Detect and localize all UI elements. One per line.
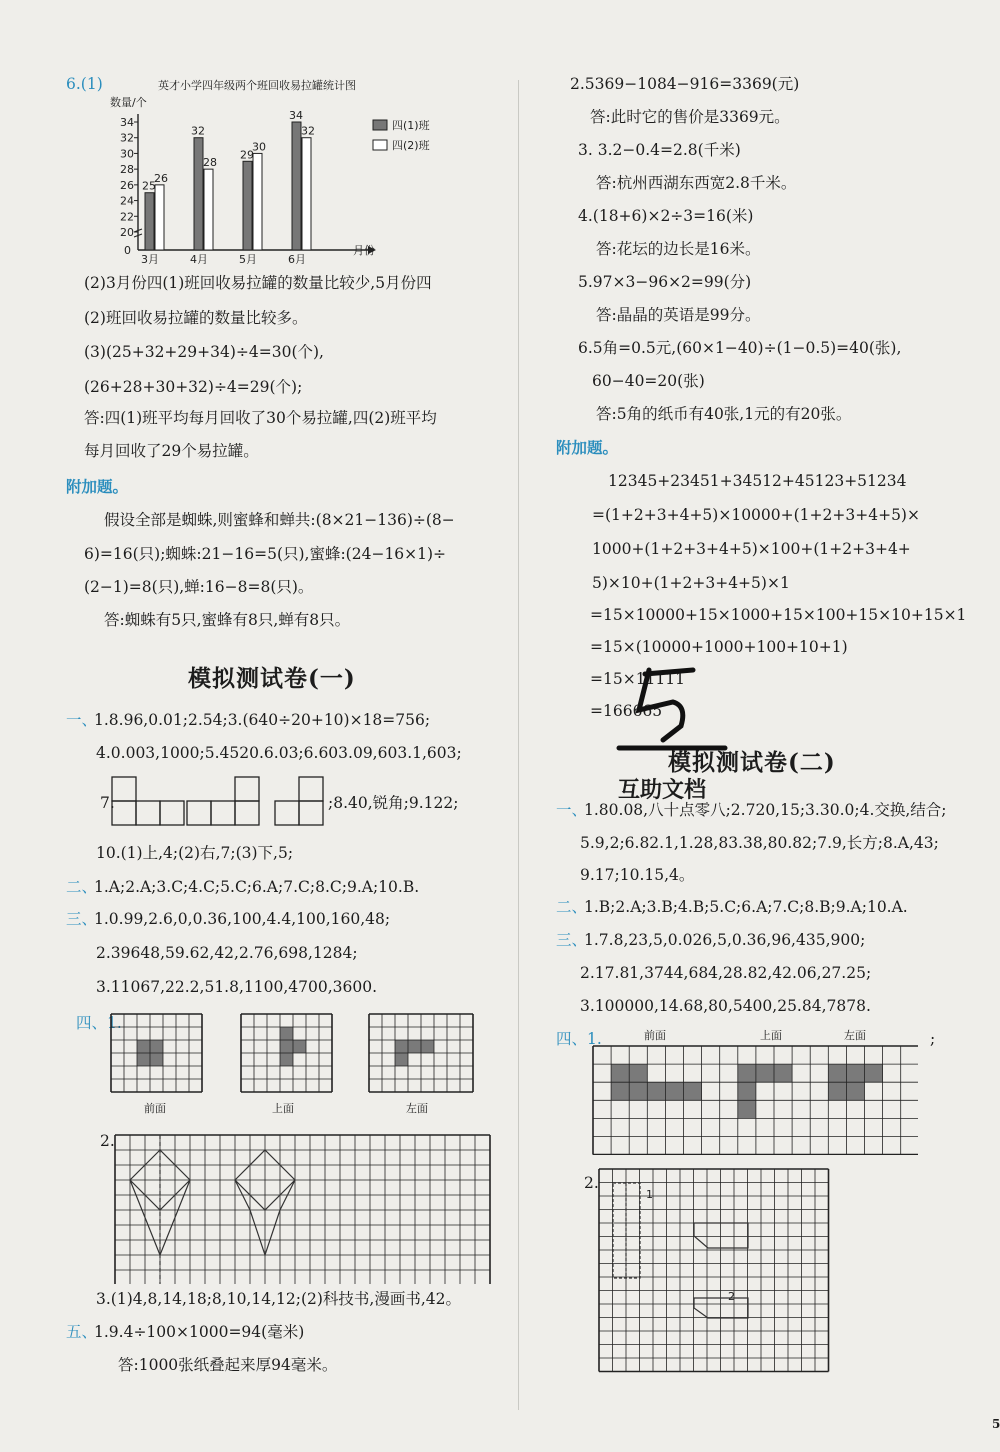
r-line-11: 答:5角的纸币有40张,1元的有20张。 <box>596 405 852 423</box>
r-line-4: 答:杭州西湖东西宽2.8千米。 <box>596 174 797 192</box>
shaded-cell <box>738 1082 756 1100</box>
t2-translation-grid <box>598 1168 830 1376</box>
t1-section5-label: 五、 <box>66 1323 98 1341</box>
extra-line-2: 6)=16(只);蜘蛛:21−16=5(只),蜜蜂:(24−16×1)÷ <box>84 545 447 563</box>
bar <box>155 185 164 250</box>
t2-views-cells <box>593 1046 918 1155</box>
shaded-cell <box>629 1082 647 1100</box>
bar <box>292 122 301 250</box>
bar-value-label: 32 <box>301 124 315 138</box>
r-extra-line-6: =15×(10000+1000+100+10+1) <box>590 638 848 656</box>
r-line-10: 60−40=20(张) <box>592 372 705 390</box>
bar <box>243 161 252 250</box>
extra-heading-left: 附加题。 <box>66 477 129 496</box>
figure-translated-1 <box>694 1223 748 1248</box>
extra-line-4: 答:蜘蛛有5只,蜜蜂有8只,蝉有8只。 <box>104 611 351 629</box>
shaded-cell <box>865 1064 883 1082</box>
bar-value-label: 32 <box>191 124 205 138</box>
t2-s4-q2-label: 2. <box>584 1174 599 1192</box>
t1-three-views-grids <box>110 1013 500 1103</box>
r-extra-line-8: =166665 <box>590 702 663 720</box>
shaded-cell <box>665 1082 683 1100</box>
shaded-cell <box>738 1064 756 1082</box>
t1-s3-line-a: 1.0.99,2.6,0,0.36,100,4.4,100,160,48; <box>94 910 391 928</box>
legend <box>373 118 430 152</box>
t2-s4-end: ; <box>930 1030 936 1048</box>
category-label: 6月 <box>288 253 306 264</box>
watermark-text: 互助文档 <box>618 778 707 803</box>
t1-s4-q2-label: 2. <box>100 1132 115 1150</box>
shaded-cell <box>611 1082 629 1100</box>
t2-section2-label: 二、 <box>556 898 588 916</box>
category-label: 5月 <box>239 253 257 264</box>
r-extra-line-4: 5)×10+(1+2+3+4+5)×1 <box>592 574 790 592</box>
shaded-cell <box>828 1082 846 1100</box>
y-tick-label: 20 <box>120 226 134 239</box>
r-extra-line-3: 1000+(1+2+3+4+5)×100+(1+2+3+4+ <box>592 540 911 558</box>
chart-caption: 英才小学四年级两个班回收易拉罐统计图 <box>158 79 356 92</box>
shaded-cell <box>611 1064 629 1082</box>
figure-translated-2 <box>694 1298 748 1318</box>
shaded-cell <box>846 1082 864 1100</box>
t1-view-label-front: 前面 <box>144 1102 166 1115</box>
shaded-cell <box>846 1064 864 1082</box>
test2-title: 模拟测试卷(二) <box>668 749 836 776</box>
shaded-cell <box>280 1040 293 1053</box>
column-divider <box>518 80 519 1410</box>
bar-value-label: 29 <box>240 148 254 162</box>
r-line-1: 2.5369−1084−916=3369(元) <box>570 75 800 93</box>
t2-s3-line-b: 2.17.81,3744,684,28.82,42.06,27.25; <box>580 964 872 982</box>
r-extra-line-5: =15×10000+15×1000+15×100+15×10+15×1 <box>590 606 967 624</box>
shaded-cell <box>647 1082 665 1100</box>
legend-label-series-1: 四(1)班 <box>392 119 430 132</box>
r-line-9: 6.5角=0.5元,(60×1−40)÷(1−0.5)=40(张), <box>578 339 902 357</box>
bar-value-label: 26 <box>154 171 168 185</box>
category-label: 4月 <box>190 253 208 264</box>
figure-marker-2: 2 <box>728 1290 735 1303</box>
bar <box>194 138 203 250</box>
category-label: 3月 <box>141 253 159 264</box>
figure-marker-1: 1 <box>646 1188 653 1201</box>
y-axis-title: 数量/个 <box>110 96 147 109</box>
shaded-cell <box>738 1100 756 1118</box>
extra-line-3: (2−1)=8(只),蝉:16−8=8(只)。 <box>84 578 314 596</box>
shaded-cell <box>280 1027 293 1040</box>
t1-left-view-grid <box>369 1014 473 1092</box>
t2-section4-label: 四、1. <box>556 1030 602 1048</box>
t2-s3-line-c: 3.100000,14.68,80,5400,25.84,7878. <box>580 997 871 1015</box>
r-extra-line-7: =15×11111 <box>590 670 686 688</box>
y-tick-label: 32 <box>120 131 134 145</box>
bar-value-label: 28 <box>203 156 217 170</box>
y-tick-label: 26 <box>120 178 134 192</box>
shaded-cell <box>150 1040 163 1053</box>
shaded-cell <box>629 1064 647 1082</box>
t1-top-view-grid <box>241 1014 332 1092</box>
shaded-cell <box>137 1053 150 1066</box>
extra-heading-right: 附加题。 <box>556 438 619 457</box>
q6-2-line-b: (2)班回收易拉罐的数量比较多。 <box>84 309 308 327</box>
q7-net-figures <box>110 775 335 827</box>
t2-section3-label: 三、 <box>556 931 588 949</box>
t1-s5-line-b: 答:1000张纸叠起来厚94毫米。 <box>118 1356 338 1374</box>
t1-section4-label: 四、1. <box>76 1014 122 1032</box>
r-line-2: 答:此时它的售价是3369元。 <box>590 108 790 126</box>
legend-label-series-2: 四(2)班 <box>392 139 430 152</box>
shaded-cell <box>774 1064 792 1082</box>
page-number: 5 <box>992 1417 1000 1431</box>
r-line-3: 3. 3.2−0.4=2.8(千米) <box>578 141 741 159</box>
t1-symmetric-figures <box>130 1135 295 1284</box>
y-tick-zero: 0 <box>124 244 131 257</box>
test1-title: 模拟测试卷(一) <box>188 665 356 692</box>
y-tick-label: 28 <box>120 163 134 177</box>
shaded-cell <box>150 1053 163 1066</box>
t1-view-label-left: 左面 <box>406 1102 428 1115</box>
shaded-cell <box>395 1053 408 1066</box>
t1-s2-line: 1.A;2.A;3.C;4.C;5.C;6.A;7.C;8.C;9.A;10.B. <box>94 878 420 896</box>
r-extra-line-2: =(1+2+3+4+5)×10000+(1+2+3+4+5)× <box>592 506 920 524</box>
shaded-cell <box>137 1040 150 1053</box>
t1-s3-line-b: 2.39648,59.62,42,2.76,698,1284; <box>96 944 358 962</box>
y-tick-label: 30 <box>120 147 134 161</box>
q6-2-line-a: (2)3月份四(1)班回收易拉罐的数量比较少,5月份四 <box>84 274 432 292</box>
t2-view-label-left: 左面 <box>844 1029 866 1042</box>
t1-s1-line-d: 10.(1)上,4;(2)右,7;(3)下,5; <box>96 844 294 862</box>
q6-3-line-a: (3)(25+32+29+34)÷4=30(个), <box>84 343 324 361</box>
shaded-cell <box>293 1040 306 1053</box>
t2-view-label-front: 前面 <box>644 1029 666 1042</box>
shaded-cell <box>828 1064 846 1082</box>
shaded-cell <box>421 1040 434 1053</box>
t1-s4-line-3: 3.(1)4,8,14,18;8,10,14,12;(2)科技书,漫画书,42。 <box>96 1290 461 1308</box>
bar <box>302 138 311 250</box>
r-extra-line-1: 12345+23451+34512+45123+51234 <box>608 472 907 490</box>
r-line-6: 答:花坛的边长是16米。 <box>596 240 761 258</box>
t2-s1-line-a: 1.80.08,八十点零八;2.720,15;3.30.0;4.交换,结合; <box>584 801 947 819</box>
shaded-cell <box>756 1064 774 1082</box>
t1-s1-q7-label: 7. <box>100 794 115 812</box>
t2-s3-line-a: 1.7.8,23,5,0.026,5,0.36,96,435,900; <box>584 931 866 949</box>
shaded-cell <box>684 1082 702 1100</box>
bar <box>253 153 262 250</box>
t1-front-view-grid <box>111 1014 202 1092</box>
legend-swatch-series-1 <box>373 120 387 130</box>
t2-s1-line-b: 5.9,2;6.82.1,1.28,83.38,80.82;7.9,长方;8.A,43; <box>580 834 939 852</box>
shaded-cell <box>408 1040 421 1053</box>
extra-line-1: 假设全部是蜘蛛,则蜜蜂和蝉共:(8×21−136)÷(8− <box>104 511 455 529</box>
bar <box>204 169 213 250</box>
t1-s1-line-c-tail: ;8.40,锐角;9.122; <box>328 794 459 812</box>
question-6-label: 6.(1) <box>66 75 103 93</box>
t1-s3-line-c: 3.11067,22.2,51.8,1100,4700,3600. <box>96 978 378 996</box>
t1-s1-line-a: 1.8.96,0.01;2.54;3.(640÷20+10)×18=756; <box>94 711 431 729</box>
shaded-cell <box>395 1040 408 1053</box>
t1-s5-line-a: 1.9.4÷100×1000=94(毫米) <box>94 1323 305 1341</box>
t2-s2-line: 1.B;2.A;3.B;4.B;5.C;6.A;7.C;8.B;9.A;10.A. <box>584 898 908 916</box>
shaded-cell <box>280 1053 293 1066</box>
r-line-5: 4.(18+6)×2÷3=16(米) <box>578 207 754 225</box>
t2-s1-line-c: 9.17;10.15,4。 <box>580 866 695 884</box>
q6-3-line-d: 每月回收了29个易拉罐。 <box>84 442 259 460</box>
bar-value-label: 25 <box>142 179 156 193</box>
bar <box>145 193 154 250</box>
t1-s1-line-b: 4.0.003,1000;5.4520.6.03;6.603.09,603.1,603; <box>96 744 462 762</box>
t1-view-label-top: 上面 <box>272 1102 294 1115</box>
q6-3-line-b: (26+28+30+32)÷4=29(个); <box>84 378 303 396</box>
t1-section1-label: 一、 <box>66 711 98 729</box>
t1-symmetry-cells <box>115 1135 490 1284</box>
t2-view-label-top: 上面 <box>760 1029 782 1042</box>
t1-symmetry-grid <box>114 1134 494 1284</box>
t1-section3-label: 三、 <box>66 910 98 928</box>
q6-3-line-c: 答:四(1)班平均每月回收了30个易拉罐,四(2)班平均 <box>84 409 437 427</box>
bar-value-label: 34 <box>289 109 303 122</box>
t2-translation-figures <box>613 1183 748 1318</box>
t2-section1-label: 一、 <box>556 801 588 819</box>
x-axis-title: 月份 <box>353 244 375 257</box>
t1-section2-label: 二、 <box>66 878 98 896</box>
y-tick-label: 34 <box>120 116 134 129</box>
watermark-logo <box>615 660 745 770</box>
y-tick-label: 24 <box>120 194 134 208</box>
bar-value-label: 30 <box>252 140 266 154</box>
legend-swatch-series-2 <box>373 140 387 150</box>
y-tick-label: 22 <box>120 210 134 224</box>
t2-translation-cells <box>599 1169 829 1372</box>
bar-chart <box>108 92 478 264</box>
r-line-8: 答:晶晶的英语是99分。 <box>596 306 761 324</box>
t2-three-views-grid <box>592 1045 918 1155</box>
r-line-7: 5.97×3−96×2=99(分) <box>578 273 752 291</box>
